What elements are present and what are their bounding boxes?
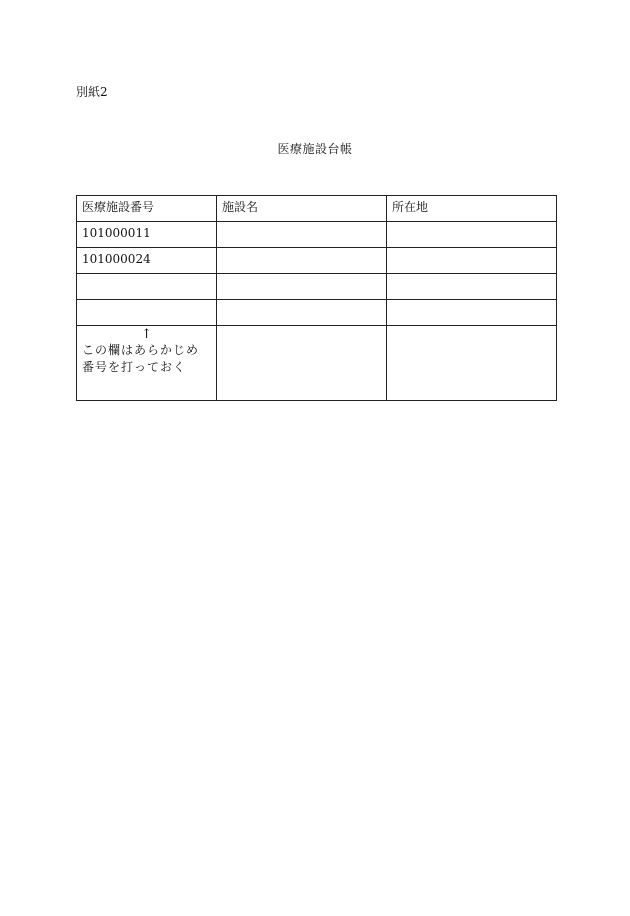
cell-facility-name	[217, 300, 387, 326]
header-facility-number: 医療施設番号	[77, 196, 217, 222]
cell-facility-name	[217, 248, 387, 274]
facility-ledger-table	[76, 195, 557, 401]
table-row	[77, 248, 557, 274]
table-row	[77, 300, 557, 326]
cell-facility-number	[77, 300, 217, 326]
cell-facility-number: 101000024	[77, 248, 217, 274]
cell-location	[387, 248, 557, 274]
table-header-row	[77, 196, 557, 222]
cell-location	[387, 326, 557, 401]
cell-facility-name	[217, 222, 387, 248]
cell-facility-number	[77, 274, 217, 300]
table-note-row	[77, 326, 557, 401]
up-arrow-icon: ↑	[141, 327, 152, 342]
table-row	[77, 274, 557, 300]
note-cell	[77, 326, 217, 401]
table-row	[77, 222, 557, 248]
cell-location	[387, 274, 557, 300]
cell-location	[387, 222, 557, 248]
header-location: 所在地	[387, 196, 557, 222]
document-title: 医療施設台帳	[277, 142, 353, 156]
cell-facility-name	[217, 274, 387, 300]
cell-facility-name	[217, 326, 387, 401]
header-facility-name: 施設名	[217, 196, 387, 222]
cell-facility-number: 101000011	[77, 222, 217, 248]
note-text: この欄はあらかじめ番号を打っておく	[82, 343, 200, 374]
attachment-label: 別紙2	[76, 85, 108, 99]
cell-location	[387, 300, 557, 326]
